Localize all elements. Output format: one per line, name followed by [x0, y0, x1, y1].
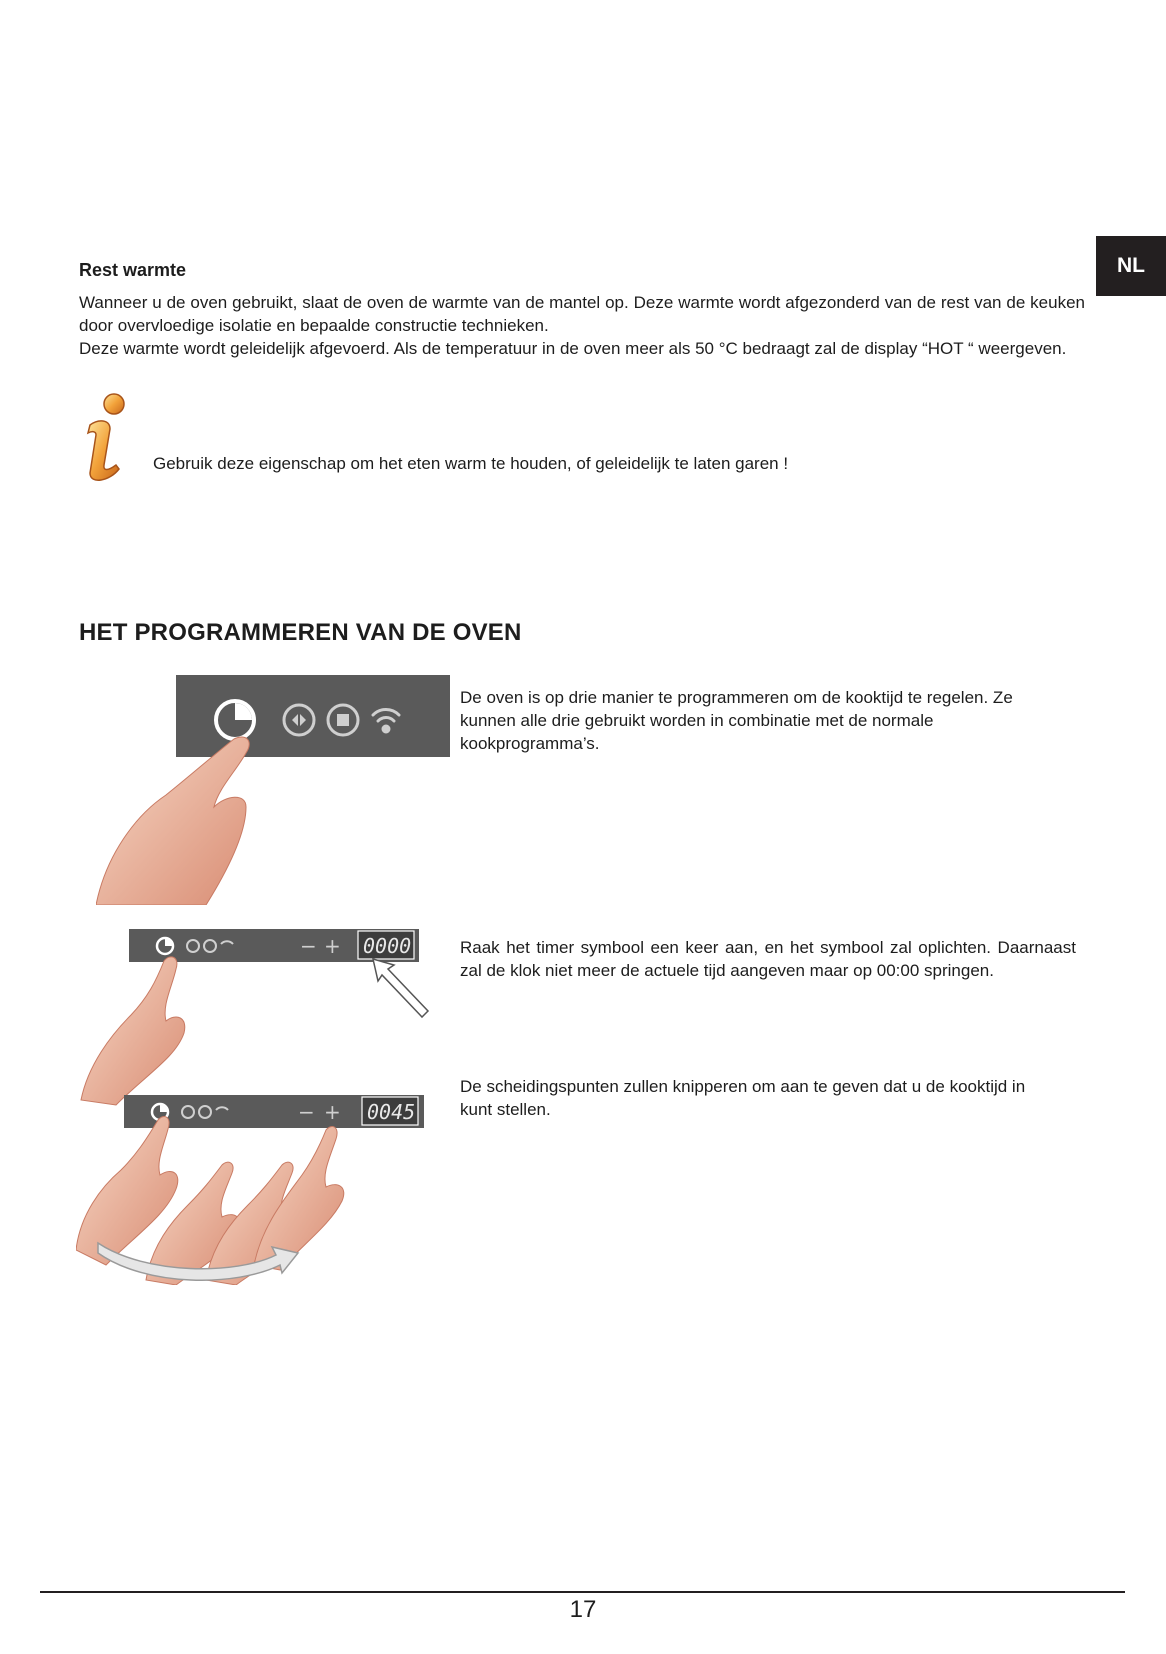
rest-warmte-paragraph-2: Deze warmte wordt geleidelijk afgevoerd. Als de temperatuur in de oven meer als 50 °C bedraagt zal de display “HOT “ weergeven. [79, 339, 1067, 358]
pointer-arrow [373, 959, 428, 1017]
page-number: 17 [569, 1596, 597, 1623]
rest-warmte-paragraph-1: Wanneer u de oven gebruikt, slaat de oven de warmte van de mantel op. Deze warmte wordt afgezonderd van de rest van de keuken door overvloedige isolatie en bepaalde constructie technieken. [79, 293, 1085, 335]
timer-icon[interactable] [216, 701, 254, 739]
footer-rule [40, 1591, 1125, 1593]
info-icon [76, 391, 136, 487]
rest-warmte-heading: Rest warmte [79, 260, 187, 280]
control-panel-figure [96, 675, 451, 905]
programmeren-desc-1: De oven is op drie manier te programmeren om de kooktijd te regelen. Ze kunnen alle drie gebruikt worden in combinatie met de normale kookprogramma’s. [460, 688, 1013, 753]
plus-button[interactable]: + [324, 934, 341, 958]
info-text: Gebruik deze eigenschap om het eten warm te houden, of geleidelijk te laten garen ! [153, 454, 789, 473]
language-tab: NL [1096, 236, 1166, 296]
programmeren-desc-3: De scheidingspunten zullen knipperen om aan te geven dat u de kooktijd in kunt stellen. [460, 1077, 1026, 1119]
programmeren-heading: HET PROGRAMMEREN VAN DE OVEN [79, 619, 522, 646]
programmeren-desc-2: Raak het timer symbool een keer aan, en het symbool zal oplichten. Daarnaast zal de klok niet meer de actuele tijd aangeven maar op 00:00 springen. [460, 938, 1076, 980]
minus-button[interactable]: − [300, 934, 317, 958]
display-0000: 0000 [363, 934, 412, 958]
plus-button-2[interactable]: + [324, 1100, 341, 1124]
hand-image-top [81, 957, 185, 1105]
hand-image [96, 737, 249, 905]
display-0045: 0045 [367, 1100, 416, 1124]
timer-setting-figure [76, 925, 446, 1285]
minus-button-2[interactable]: − [298, 1100, 315, 1124]
